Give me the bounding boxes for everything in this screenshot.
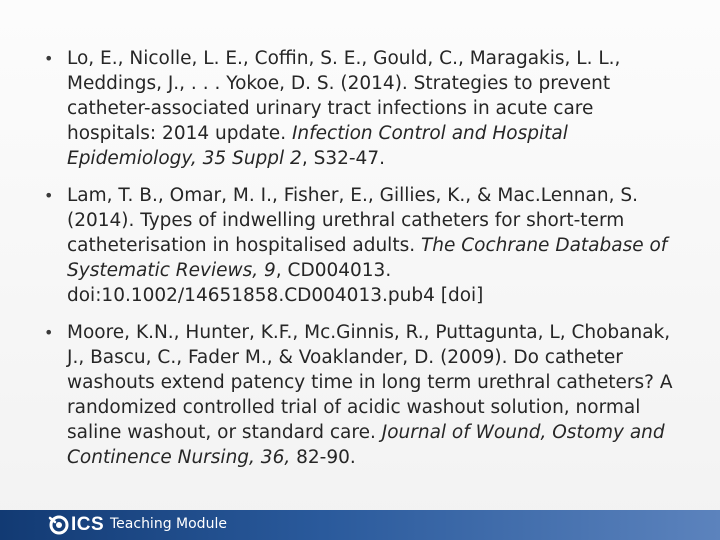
logo-text: ICS bbox=[71, 514, 105, 535]
reference-journal: Infection Control and Hospital Epidemiology, 35 Suppl 2 bbox=[67, 123, 568, 169]
bullet-icon: • bbox=[44, 323, 54, 342]
bullet-icon: • bbox=[44, 186, 54, 205]
reference-pages: , S32-47. bbox=[301, 148, 385, 169]
reference-item bbox=[44, 183, 684, 308]
reference-journal: The Cochrane Database of Systematic Reviews, 9 bbox=[67, 235, 668, 281]
reference-authors-title: Lam, T. B., Omar, M. I., Fisher, E., Gillies, K., & Mac.Lennan, S. (2014). Types of indwelling urethral catheters for short-term catheterisation in hospitalised adults. bbox=[67, 185, 638, 256]
ics-logo-icon bbox=[48, 514, 70, 536]
reference-item bbox=[44, 46, 684, 171]
reference-item bbox=[44, 320, 684, 470]
ics-logo bbox=[48, 514, 104, 536]
reference-authors-title: Lo, E., Nicolle, L. E., Coffin, S. E., Gould, C., Maragakis, L. L., Meddings, J., . . . Yokoe, D. S. (2014). Strategies to prevent catheter-associated urinary tract infections in acute care hospitals: 2014 update. bbox=[67, 48, 621, 144]
module-label: Teaching Module bbox=[110, 516, 227, 532]
reference-list bbox=[44, 46, 684, 482]
reference-journal: Journal of Wound, Ostomy and Continence Nursing, 36, bbox=[67, 422, 665, 468]
reference-pages: , CD004013. doi:10.1002/14651858.CD004013.pub4 [doi] bbox=[67, 260, 484, 306]
reference-authors-title: Moore, K.N., Hunter, K.F., Mc.Ginnis, R., Puttagunta, L, Chobanak, J., Bascu, C., Fader M., & Voaklander, D. (2009). Do catheter washouts extend patency time in long term urethral catheters? A randomized controlled trial of acidic washout solution, normal saline washout, or standard care. bbox=[67, 322, 673, 443]
reference-pages: 82-90. bbox=[290, 447, 356, 468]
footer-bar bbox=[0, 510, 720, 540]
bullet-icon: • bbox=[44, 49, 54, 68]
